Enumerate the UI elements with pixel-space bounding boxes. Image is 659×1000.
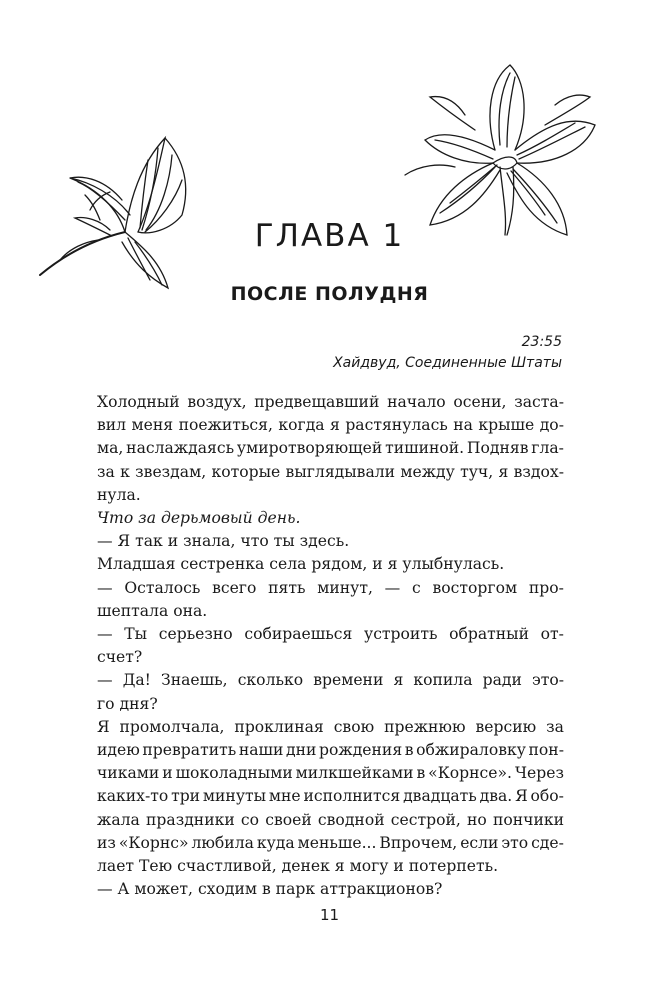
text-line: Младшая сестренка села рядом, и я улыбнулась. [97,555,505,574]
text-line: нула. [97,485,141,504]
text-line: вил меня поежиться, когда я растянулась на крыше до- [97,416,564,435]
text-line: Что за дерьмовый день. [97,509,301,528]
chapter-body-text [97,391,564,901]
text-line: — А может, сходим в парк аттракционов? [97,880,443,899]
text-line: шептала она. [97,601,208,620]
text-line: идею превратить наши дни рождения в обжираловку пон- [97,741,564,760]
chapter-subtitle: ПОСЛЕ ПОЛУДНЯ [230,283,429,305]
text-line: лает Тею счастливой, денек я могу и потерпеть. [97,857,499,876]
text-line: — Я так и знала, что ты здесь. [97,532,350,551]
text-line: жала праздники со своей сводной сестрой, но пончики [97,810,564,829]
text-line: счет? [97,648,143,667]
text-line: чиками и шоколадными милкшейками в «Корнсе». Через [97,764,564,783]
page-number: 11 [319,906,340,924]
dateline-place: Хайдвуд, Соединенные Штаты [333,355,562,371]
iris-flower-right-icon [395,55,610,245]
text-line: за к звездам, которые выглядывали между туч, я вздох- [97,462,564,481]
text-line: — Осталось всего пять минут, — с восторгом про- [97,578,564,597]
dateline-time: 23:55 [521,334,562,350]
text-line: Холодный воздух, предвещавший начало осени, заста- [97,393,564,411]
dateline [333,332,562,374]
text-line: из «Корнс» любила куда меньше... Впрочем, если это сде- [97,833,564,852]
text-line: го дня? [97,694,158,713]
text-line: — Ты серьезно собираешься устроить обратный от- [97,625,564,644]
text-line: ма, наслаждаясь умиротворяющей тишиной. Подняв гла- [97,439,564,458]
iris-flower-left-icon [30,120,200,295]
chapter-title: ГЛАВА 1 [254,218,405,254]
text-line: каких-то три минуты мне исполнится двадцать два. Я обо- [97,787,564,806]
text-line: — Да! Знаешь, сколько времени я копила ради это- [97,671,564,690]
text-line: Я промолчала, проклиная свою прежнюю версию за [97,717,564,736]
